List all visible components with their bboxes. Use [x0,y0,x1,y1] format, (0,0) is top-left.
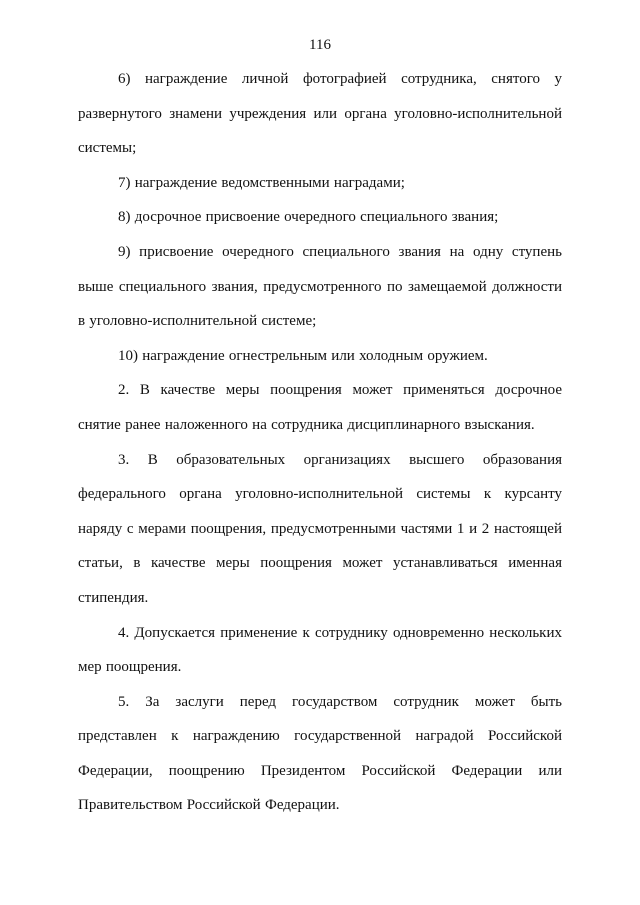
document-body [78,62,562,823]
paragraph-part-2: 2. В качестве меры поощрения может применяться досрочное снятие ранее наложенного на сотрудника дисциплинарного взыскания. [78,382,562,433]
paragraph-item-8: 8) досрочное присвоение очередного специального звания; [118,209,499,226]
paragraph-item-10: 10) награждение огнестрельным или холодным оружием. [118,347,488,364]
paragraph-item-9: 9) присвоение очередного специального звания на одну ступень выше специального звания, предусмотренного по замещаемой должности в уголовно-исполнительной системе; [78,243,562,330]
paragraph-part-5: 5. За заслуги перед государством сотрудник может быть представлен к награждению государственной наградой Российской Федерации, поощрению Президентом Российской Федерации или Правительством Российской Федерации. [78,693,562,814]
paragraph-item-7: 7) награждение ведомственными наградами; [118,174,405,191]
paragraph-part-3: 3. В образовательных организациях высшего образования федерального органа уголовно-исполнительной системы к курсанту наряду с мерами поощрения, предусмотренными частями 1 и 2 настоящей статьи, в качестве меры поощрения может устанавливаться именная стипендия. [78,451,562,606]
paragraph-item-6: 6) награждение личной фотографией сотрудника, снятого у развернутого знамени учреждения или органа уголовно-исполнительной системы; [78,71,562,157]
paragraph-part-4: 4. Допускается применение к сотруднику одновременно нескольких мер поощрения. [78,624,562,676]
page-number: 116 [309,37,331,53]
